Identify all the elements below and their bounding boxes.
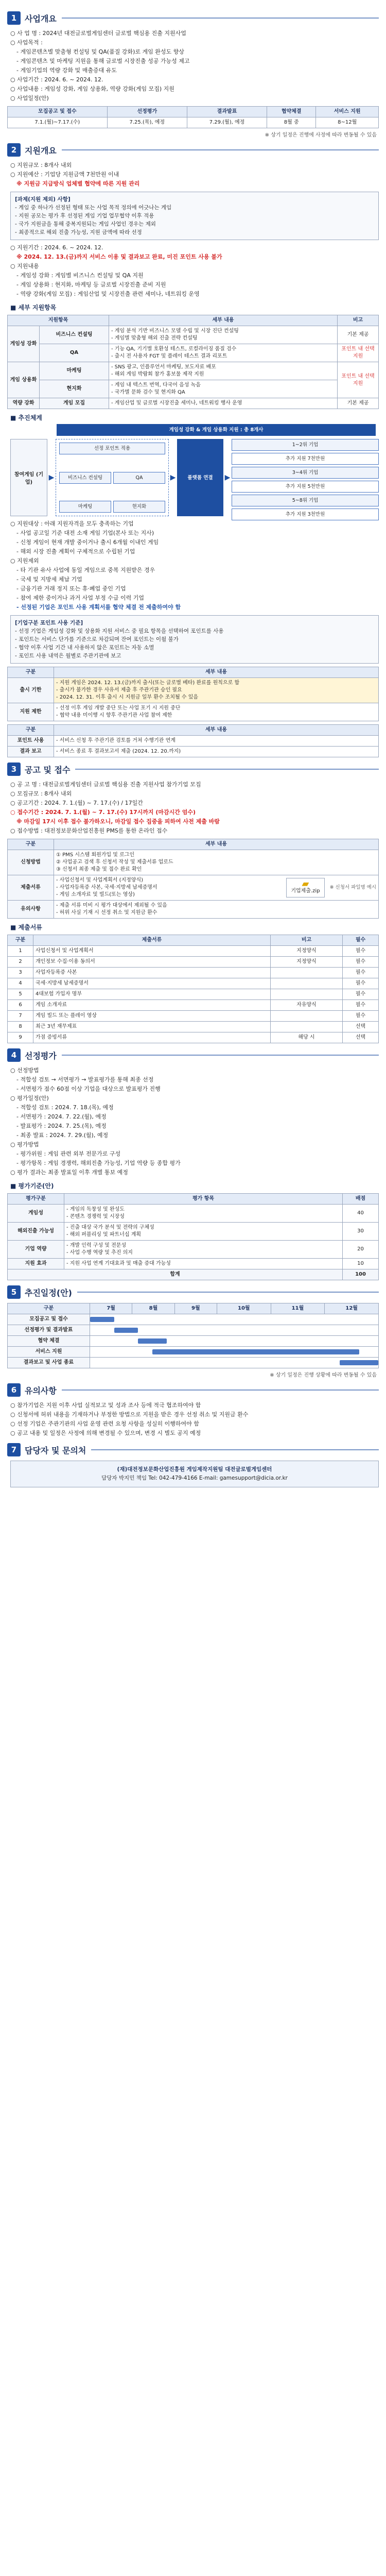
table-cell: 기업 역량 — [8, 1241, 64, 1259]
table-cell: 4 — [8, 978, 33, 989]
text-line: - 사업 공고일 기준 대전 소재 게임 기업(본사 또는 지사) — [16, 530, 154, 536]
text-line: ○ 평가 결과는 최종 발표일 이후 개별 통보 예정 — [10, 1169, 128, 1176]
schedule-table — [7, 106, 379, 128]
table-cell: 선택 — [343, 1022, 379, 1032]
table-cell: - 기능 QA, 기기별 호환성 테스트, 로컬라이징 품질 검수 - 출시 전 사용자 FGT 및 플레이 테스트 결과 리포트 — [109, 344, 338, 362]
notice-box — [10, 192, 379, 240]
text-line: ○ 사 업 명 : 2024년 대전글로벌게임센터 글로벌 핵심용 진출 지원사업 — [10, 30, 186, 37]
table-cell: 1 — [8, 946, 33, 957]
table-header: 구분 — [8, 1303, 90, 1314]
section-number: 1 — [7, 11, 21, 25]
table-cell: 출시 기한 — [8, 678, 54, 703]
text-line: ○ 접수기간 : 2024. 7. 1.(월) ~ 7. 17.(수) 17시까지 (마감시간 엄수) — [10, 809, 196, 816]
gantt-label: 협약 체결 — [8, 1336, 90, 1347]
contact-info: 담당자 박지민 책임 Tel: 042-479-4166 E-mail: gamesupport@dicia.or.kr — [101, 1475, 288, 1481]
text-line: ※ 지원금 지급방식 업체별 협약에 따른 지원 관리 — [16, 180, 140, 187]
box-line: - 협약 이후 사업 기간 내 사용하지 않은 포인트는 자동 소멸 — [15, 645, 154, 651]
table-header: 7월 — [90, 1303, 132, 1314]
text-line: ○ 사업일정(안) — [10, 95, 49, 101]
text-line: ○ 사업내용 : 게임성 강화, 게임 상용화, 역량 강화(게임 모집) 지원 — [10, 86, 174, 92]
gantt-row — [8, 1314, 379, 1325]
table-cell: 제출서류 — [8, 875, 54, 901]
box-line: - 포인트는 서비스 단가를 기준으로 차감되며 잔여 포인트는 이월 불가 — [15, 636, 179, 642]
text-line: ○ 선정방법 — [10, 1067, 39, 1074]
text-line: ○ 지원기간 : 2024. 6. ~ 2024. 12. — [10, 244, 103, 251]
table-cell — [271, 989, 343, 1000]
text-line: ○ 사업목적 : — [10, 39, 43, 46]
contact-org: (재)대전정보문화산업진흥원 게임제작지원팀 대전글로벌게임센터 — [117, 1466, 272, 1472]
divider — [62, 1055, 379, 1056]
table-cell: - 서비스 종료 후 결과보고서 제출 (2024. 12. 20.까지) — [54, 747, 379, 757]
diagram-grade: 1~2위 기업 — [232, 439, 379, 451]
text-line: - 게임기업의 역량 강화 및 매출증대 유도 — [16, 67, 117, 74]
gantt-row — [8, 1336, 379, 1347]
table-header: 지원항목 — [8, 315, 109, 326]
table-header: 서비스 지원 — [316, 107, 379, 117]
diagram-service-box: 비즈니스 컨설팅 — [59, 472, 111, 484]
table-cell: 7.1.(월)~7.17.(수) — [8, 117, 108, 128]
table-cell: 4대보험 가입자 명부 — [33, 989, 271, 1000]
table-cell: 필수 — [343, 978, 379, 989]
text-line: - 게임콘텐츠별 맞춤형 컨설팅 및 QA(품질 강화)로 게임 완성도 향상 — [16, 48, 184, 55]
text-line: - 평가항목 : 게임 경쟁력, 해외진출 가능성, 기업 역량 등 종합 평가 — [16, 1160, 181, 1166]
text-line: - 참여 제한 중이거나 과거 사업 부정 수급 이력 기업 — [16, 595, 144, 601]
diagram-grade-value: 추가 지원 7천만원 — [232, 453, 379, 465]
section-6-header — [7, 1383, 379, 1397]
table-header: 배점 — [343, 1194, 379, 1205]
gantt-bar — [138, 1338, 167, 1344]
box-title: [기업구분 포인트 사용 기준] — [15, 620, 83, 626]
contact-box — [10, 1461, 379, 1487]
table-cell: 지정양식 — [271, 946, 343, 957]
table-cell: 자유양식 — [271, 1000, 343, 1011]
box-line: - 게임 중 하나가 선정된 형태 또는 사업 목적 정의에 어긋나는 게임 — [15, 205, 172, 211]
table-cell: 7.29.(월), 예정 — [187, 117, 267, 128]
table-header: 필수 — [343, 935, 379, 946]
schedule-gantt — [7, 1303, 379, 1368]
table-cell: 유의사항 — [8, 901, 54, 919]
text-line: ○ 선정 기업은 주관기관의 사업 운영 관련 요청 사항을 성실히 이행하여야 함 — [10, 1420, 199, 1427]
table-cell: 20 — [343, 1241, 379, 1259]
table-cell: 8월 중 — [267, 117, 316, 128]
table-header: 세부 내용 — [54, 839, 379, 850]
table-row — [8, 968, 379, 978]
text-line: ○ 신청서에 허위 내용을 기재하거나 부정한 방법으로 지원을 받은 경우 선정 취소 및 지원금 환수 — [10, 1411, 249, 1418]
file-example — [286, 878, 324, 897]
section-title: 선정평가 — [25, 1050, 57, 1061]
gantt-track — [90, 1358, 379, 1368]
point-table — [7, 724, 379, 757]
documents-table — [7, 935, 379, 1043]
table-cell: 결과 보고 — [8, 747, 54, 757]
box-line: - 최종적으로 해외 진출 가능성, 지원 금액에 따라 선정 — [15, 229, 142, 235]
table-header: 세부 내용 — [109, 315, 338, 326]
diagram-service-group — [56, 439, 169, 516]
table-cell: 게임 소개자료 — [33, 1000, 271, 1011]
divider — [62, 149, 379, 150]
application-table — [7, 839, 379, 919]
table-cell: - 지원 사업 연계 기대효과 및 매출 증대 가능성 — [64, 1259, 343, 1269]
diagram-grade: 3~4위 기업 — [232, 467, 379, 479]
table-header: 구분 — [8, 839, 54, 850]
table-row — [8, 989, 379, 1000]
text-line: - 발표평가 : 2024. 7. 25.(목), 예정 — [16, 1123, 107, 1129]
divider — [91, 1449, 379, 1450]
file-label: 기업제출.zip — [291, 888, 320, 894]
arrow-icon: ▶ — [224, 473, 231, 482]
table-cell: 사업신청서 및 사업계획서 — [33, 946, 271, 957]
table-header: 결과발표 — [187, 107, 267, 117]
table-header: 11월 — [271, 1303, 325, 1314]
table-cell: - SNS 광고, 인플루언서 마케팅, 보도자료 배포 - 해외 게임 박람회 참가 홍보물 제작 지원 — [109, 362, 338, 380]
text-line: ○ 사업기간 : 2024. 6. ~ 2024. 12. — [10, 76, 103, 83]
section-title: 공고 및 접수 — [25, 765, 71, 775]
text-line: ○ 평가일정(안) — [10, 1095, 49, 1101]
section-title: 담당자 및 문의처 — [25, 1445, 86, 1455]
subsection-title: ■ 제출서류 — [10, 924, 42, 931]
table-cell: - 게임산업 및 글로벌 시장진출 세미나, 네트워킹 행사 운영 — [109, 398, 338, 409]
table-header: 선정평가 — [107, 107, 187, 117]
table-header: 구분 — [8, 935, 33, 946]
table-cell: 신청방법 — [8, 850, 54, 875]
table-cell: 해당 시 — [271, 1032, 343, 1043]
text-line: ○ 지원내용 — [10, 263, 39, 269]
table-cell: 게임성 — [8, 1205, 64, 1223]
table-cell: 합계 — [8, 1269, 343, 1280]
section-5-header — [7, 1285, 379, 1299]
table-cell: 필수 — [343, 968, 379, 978]
table-cell: 기본 제공 — [338, 398, 379, 409]
table-cell: 100 — [343, 1269, 379, 1280]
table-cell: 9 — [8, 1032, 33, 1043]
gantt-label: 서비스 지원 — [8, 1347, 90, 1358]
text-line: ○ 모집규모 : 8개사 내외 — [10, 790, 72, 797]
note: ※ 상기 일정은 진행 상황에 따라 변동될 수 있음 — [270, 1372, 377, 1378]
table-header: 제출서류 — [33, 935, 271, 946]
text-line: ○ 공고기간 : 2024. 7. 1.(월) ~ 7. 17.(수) / 17일간 — [10, 800, 143, 806]
table-cell: ① PMS 시스템 회원가입 및 로그인 ② 사업공고 검색 후 신청서 작성 및 제출서류 업로드 ③ 신청서 최종 제출 및 접수 완료 확인 — [54, 850, 379, 875]
gantt-track — [90, 1314, 379, 1325]
table-cell: 3 — [8, 968, 33, 978]
table-cell: 8~12월 — [316, 117, 379, 128]
box-line: - 국가 지원금을 통해 중복지원되는 게임 사업인 경우는 제외 — [15, 221, 156, 227]
table-cell: 지정양식 — [271, 957, 343, 968]
table-cell: 필수 — [343, 1000, 379, 1011]
table-row — [8, 1011, 379, 1022]
diagram-service-box: 현지화 — [113, 501, 165, 513]
table-row — [8, 1223, 379, 1241]
table-cell: 역량 강화 — [8, 398, 40, 409]
text-line: - 게임 상용화 : 현지화, 마케팅 등 글로벌 시장진출 준비 지원 — [16, 281, 166, 288]
text-line: - 적합성 검토 → 서면평가 → 발표평가를 통해 최종 선정 — [16, 1076, 154, 1083]
arrow-icon: ▶ — [48, 473, 55, 482]
divider — [77, 1292, 379, 1293]
text-line: ○ 지원규모 : 8개사 내외 — [10, 162, 72, 168]
table-cell: 10 — [343, 1259, 379, 1269]
text-line: ○ 지원제외 — [10, 557, 39, 564]
divider — [62, 18, 379, 19]
table-cell: 필수 — [343, 957, 379, 968]
table-header: 모집공고 및 접수 — [8, 107, 108, 117]
note: ※ 상기 일정은 진행에 사정에 따라 변동될 수 있음 — [265, 132, 377, 138]
table-cell: 게임 모집 — [40, 398, 109, 409]
text-line: - 금융기관 거래 정지 또는 휴·폐업 중인 기업 — [16, 585, 126, 592]
table-row — [8, 1032, 379, 1043]
subsection-title: ■ 추진체계 — [10, 414, 42, 421]
diagram-service-box: 마케팅 — [59, 501, 111, 513]
box-line: - 선정 기업은 게임성 강화 및 상용화 지원 서비스 중 필요 항목을 선택하여 포인트를 사용 — [15, 628, 224, 634]
table-row — [8, 1241, 379, 1259]
table-row — [8, 946, 379, 957]
table-header: 8월 — [132, 1303, 174, 1314]
text-line: - 게임콘텐츠 및 마케팅 지원을 통해 글로벌 시장진출 성공 가능성 제고 — [16, 58, 190, 64]
section-number: 7 — [7, 1443, 21, 1456]
table-cell: - 선정 이후 게임 개발 중단 또는 사업 포기 시 지원 중단 - 협약 내용 미이행 시 향후 주관기관 사업 참여 제한 — [54, 703, 379, 721]
table-cell: 현지화 — [40, 380, 109, 398]
diagram-service-box: QA — [113, 472, 165, 484]
table-cell — [271, 978, 343, 989]
table-header: 9월 — [174, 1303, 217, 1314]
table-header: 세부 내용 — [54, 667, 379, 678]
text-line: - 게임성 강화 : 게임별 비즈니스 컨설팅 및 QA 지원 — [16, 272, 144, 279]
section-number: 5 — [7, 1285, 21, 1299]
subsection-title: ■ 평가기준(안) — [10, 1182, 54, 1190]
folder-icon: ▰ — [302, 878, 309, 889]
file-note: ※ 신청서 파일명 예시 — [329, 885, 376, 890]
gantt-bar — [90, 1317, 114, 1322]
table-cell: 선택 — [343, 1032, 379, 1043]
table-row — [8, 1205, 379, 1223]
section-number: 4 — [7, 1048, 21, 1062]
evaluation-table — [7, 1193, 379, 1280]
table-cell: 필수 — [343, 989, 379, 1000]
table-cell: - 지원 게임은 2024. 12. 13.(금)까지 출시(또는 글로벌 베타) 완료를 원칙으로 함 - 출시가 불가한 경우 사유서 제출 후 주관기관 승인 필요 - 2024. 12. 31. 이후 출시 시 지원금 일부 환수 조치될 수 있음 — [54, 678, 379, 703]
table-cell: 5 — [8, 989, 33, 1000]
table-cell: 가점 증빙서류 — [33, 1032, 271, 1043]
text-line: - 서면평가 점수 60점 이상 기업을 대상으로 발표평가 진행 — [16, 1086, 161, 1092]
text-line: ※ 마감일 17시 이후 접수 불가하오니, 마감일 접수 집중을 피하여 사전 제출 바람 — [16, 818, 220, 825]
release-table — [7, 667, 379, 721]
table-cell: - 진출 대상 국가 분석 및 전략의 구체성 - 해외 퍼블리싱 및 파트너십 계획 — [64, 1223, 343, 1241]
text-line: - 선정된 기업은 포인트 사용 계획서를 협약 체결 전 제출하여야 함 — [16, 604, 181, 611]
table-cell: 포인트 내 선택지원 — [338, 362, 379, 398]
gantt-bar — [340, 1360, 378, 1365]
process-diagram — [10, 424, 379, 516]
table-cell: 해외진출 가능성 — [8, 1223, 64, 1241]
gantt-label: 모집공고 및 접수 — [8, 1314, 90, 1325]
text-line: ○ 공고 내용 및 일정은 사정에 의해 변경될 수 있으며, 변경 시 별도 공지 예정 — [10, 1430, 201, 1436]
section-title: 사업개요 — [25, 13, 57, 24]
table-cell: 게임성 강화 — [8, 326, 40, 362]
table-cell — [54, 875, 379, 901]
table-cell: 국세·지방세 납세증명서 — [33, 978, 271, 989]
gantt-label: 선정평가 및 결과발표 — [8, 1325, 90, 1336]
table-cell: 기본 제공 — [338, 326, 379, 344]
table-cell: QA — [40, 344, 109, 362]
text-line: - 서면평가 : 2024. 7. 22.(월), 예정 — [16, 1113, 107, 1120]
text-line: - 타 기관 유사 사업에 동일 게임으로 중복 지원받은 경우 — [16, 567, 155, 573]
table-cell: 지원 효과 — [8, 1259, 64, 1269]
text-line: - 역량 강화(게임 모집) : 게임산업 및 시장진출 관련 세미나, 네트워킹 운영 — [16, 291, 200, 297]
diagram-label: 선정 포인트 적용 — [59, 443, 165, 454]
section-4-header — [7, 1048, 379, 1062]
diagram-center-box: 플랫폼 연결 — [177, 439, 223, 516]
table-cell: 개인정보 수집·이용 동의서 — [33, 957, 271, 968]
text-line: ○ 평가방법 — [10, 1141, 39, 1148]
table-header: 협약체결 — [267, 107, 316, 117]
table-row — [8, 1269, 379, 1280]
box-title: [과제(지원 제외) 사항] — [15, 196, 71, 202]
section-number: 2 — [7, 143, 21, 157]
gantt-bar — [114, 1328, 138, 1333]
section-title: 유의사항 — [25, 1385, 57, 1396]
diagram-grade: 5~8위 기업 — [232, 495, 379, 506]
table-cell: 게임 빌드 또는 플레이 영상 — [33, 1011, 271, 1022]
table-header: 비고 — [271, 935, 343, 946]
table-cell: 필수 — [343, 1011, 379, 1022]
table-cell — [271, 1011, 343, 1022]
text-line: ○ 공 고 명 : 대전글로벌게임센터 글로벌 핵심용 진출 지원사업 참가기업 모집 — [10, 781, 201, 788]
table-cell: 지원 제한 — [8, 703, 54, 721]
gantt-track — [90, 1347, 379, 1358]
table-cell: - 서비스 신청 후 주관기관 검토를 거쳐 수행기관 연계 — [54, 736, 379, 747]
section-1-header — [7, 11, 379, 25]
cell-text: - 사업신청서 및 사업계획서 (지정양식) - 사업자등록증 사본, 국세·지방세 납세증명서 - 게임 소개자료 및 빌드(또는 영상) — [56, 877, 157, 897]
table-cell: 30 — [343, 1223, 379, 1241]
section-7-header — [7, 1443, 379, 1456]
table-cell: - 게임 내 텍스트 번역, 다국어 음성 녹음 - 국가별 문화 검수 및 현지화 QA — [109, 380, 338, 398]
diagram-grade-value: 추가 지원 5천만원 — [232, 481, 379, 493]
table-cell: 포인트 사용 — [8, 736, 54, 747]
text-line: ○ 지원예산 : 기업당 지원금액 7천만원 이내 — [10, 171, 119, 178]
table-cell: 포인트 내 선택지원 — [338, 344, 379, 362]
text-line: - 해외 시장 진출 계획이 구체적으로 수립된 기업 — [16, 548, 135, 555]
gantt-track — [90, 1336, 379, 1347]
table-cell: - 게임의 독창성 및 완성도 - 콘텐츠 경쟁력 및 시장성 — [64, 1205, 343, 1223]
gantt-row — [8, 1325, 379, 1336]
table-header: 구분 — [8, 667, 54, 678]
arrow-icon: ▶ — [170, 473, 176, 482]
section-number: 3 — [7, 762, 21, 776]
table-header: 12월 — [325, 1303, 379, 1314]
table-row — [8, 957, 379, 968]
text-line: ○ 지원대상 : 아래 지원자격을 모두 충족하는 기업 — [10, 520, 134, 527]
table-cell — [271, 968, 343, 978]
gantt-label: 결과보고 및 사업 종료 — [8, 1358, 90, 1368]
table-cell: 7 — [8, 1011, 33, 1022]
text-line: - 국세 및 지방세 체납 기업 — [16, 576, 82, 583]
table-row — [8, 1000, 379, 1011]
text-line: - 평가위원 : 게임 관련 외부 전문가로 구성 — [16, 1150, 121, 1157]
table-cell — [271, 1022, 343, 1032]
table-cell: 최근 3년 재무제표 — [33, 1022, 271, 1032]
text-line: - 적합성 검토 : 2024. 7. 18.(목), 예정 — [16, 1104, 114, 1111]
table-row — [8, 1022, 379, 1032]
table-cell: - 제출 서류 미비 시 평가 대상에서 제외될 수 있음 - 허위 사실 기재 시 선정 취소 및 지원금 환수 — [54, 901, 379, 919]
table-cell: 7.25.(목), 예정 — [107, 117, 187, 128]
text-line: ○ 참가기업은 지원 이후 사업 실적보고 및 성과 조사 등에 적극 협조하여야 함 — [10, 1402, 201, 1409]
table-cell: 게임 상용화 — [8, 362, 40, 398]
section-3-header — [7, 762, 379, 776]
text-line: - 최종 발표 : 2024. 7. 29.(월), 예정 — [16, 1132, 109, 1139]
diagram-grade-group — [232, 439, 379, 516]
table-cell: 8 — [8, 1022, 33, 1032]
table-cell: - 게임 분석 기반 비즈니스 모델 수립 및 시장 진단 컨설팅 - 게임별 맞춤형 해외 진출 전략 컨설팅 — [109, 326, 338, 344]
text-line: ○ 접수방법 : 대전정보문화산업진흥원 PMS를 통한 온라인 접수 — [10, 827, 168, 834]
box-line: - 포인트 사용 내역은 월별로 주관기관에 보고 — [15, 653, 121, 659]
section-number: 6 — [7, 1383, 21, 1397]
support-items-table — [7, 315, 379, 409]
text-line: ※ 2024. 12. 13.(금)까지 서비스 이용 및 결과보고 완료, 미진 포인트 사용 불가 — [16, 253, 222, 260]
diagram-left-box: 참여게임 (기업) — [10, 439, 47, 516]
diagram-grade-value: 추가 지원 3천만원 — [232, 509, 379, 520]
table-header: 비고 — [338, 315, 379, 326]
table-cell: 6 — [8, 1000, 33, 1011]
gantt-row — [8, 1347, 379, 1358]
section-title: 추진일정(안) — [25, 1287, 72, 1298]
subsection-title: ■ 세부 지원항목 — [10, 304, 57, 311]
table-cell: 사업자등록증 사본 — [33, 968, 271, 978]
section-2-header — [7, 143, 379, 157]
diagram-top-box: 게임성 강화 & 게임 상용화 지원 : 총 8개사 — [57, 424, 376, 436]
text-line: - 신청 게임이 현재 개발 중이거나 출시 6개월 이내인 게임 — [16, 539, 159, 546]
table-header: 평가 항목 — [64, 1194, 343, 1205]
table-header: 구분 — [8, 725, 54, 736]
table-header: 10월 — [217, 1303, 271, 1314]
notice-box — [10, 615, 379, 664]
table-cell: 마케팅 — [40, 362, 109, 380]
gantt-track — [90, 1325, 379, 1336]
table-cell: 비즈니스 컨설팅 — [40, 326, 109, 344]
table-row — [8, 978, 379, 989]
table-cell: 필수 — [343, 946, 379, 957]
table-cell: 40 — [343, 1205, 379, 1223]
divider — [62, 1389, 379, 1391]
box-line: - 지원 공모는 평가 후 선정된 게임 기업 업무협약 이후 적용 — [15, 213, 154, 219]
table-header: 세부 내용 — [54, 725, 379, 736]
table-header: 평가구분 — [8, 1194, 64, 1205]
table-row — [8, 1259, 379, 1269]
section-title: 지원개요 — [25, 145, 57, 156]
gantt-bar — [152, 1349, 359, 1354]
table-cell: 2 — [8, 957, 33, 968]
divider — [75, 769, 379, 770]
table-cell: - 개발 인력 구성 및 전문성 - 사업 수행 역량 및 추진 의지 — [64, 1241, 343, 1259]
gantt-row — [8, 1358, 379, 1368]
